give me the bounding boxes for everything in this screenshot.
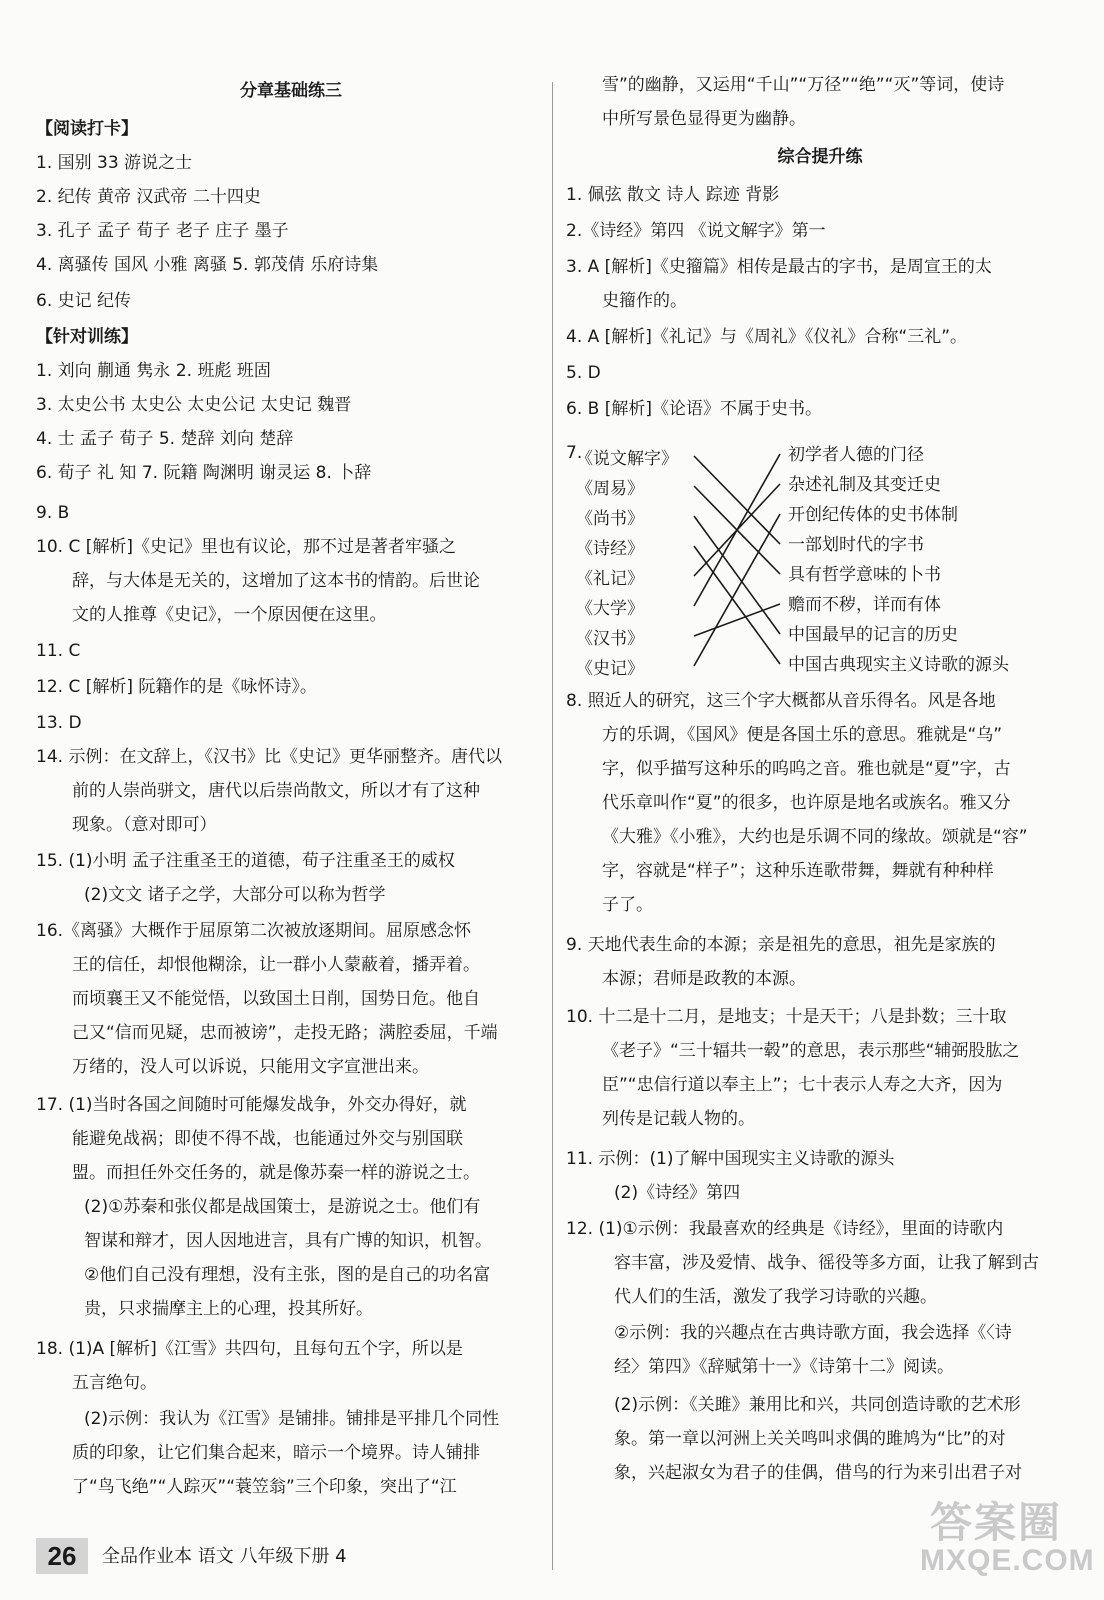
answer-line: 12. (1)①示例：我最喜欢的经典是《诗经》，里面的诗歌内 xyxy=(566,1219,1004,1239)
answer-line: 12. C [解析] 阮籍作的是《咏怀诗》。 xyxy=(36,677,317,697)
answer-line: 6. B [解析]《论语》不属于史书。 xyxy=(566,399,822,419)
answer-line: 11. C xyxy=(36,641,81,661)
answer-line: 字，容就是“样子”；这种乐连歌带舞，舞就有种种样 xyxy=(602,861,994,881)
answer-line: 2.《诗经》第四 《说文解字》第一 xyxy=(566,221,826,241)
book-item: 《诗经》 xyxy=(576,539,644,559)
footer-book-title: 全品作业本 语文 八年级下册 4 xyxy=(102,1546,347,1567)
answer-line: 代人们的生活，激发了我学习诗歌的兴趣。 xyxy=(614,1287,937,1307)
section-title-comprehensive: 综合提升练 xyxy=(777,147,863,167)
answer-line: 16.《离骚》大概作于屈原第二次被放逐期间。屈原感念怀 xyxy=(36,921,472,941)
answer-line: 10. 十二是十二月，是地支；十是天干；八是卦数；三十取 xyxy=(566,1007,1007,1027)
answer-line: 史籀作的。 xyxy=(602,291,687,311)
description-item: 中国最早的记言的历史 xyxy=(788,625,958,645)
description-item: 一部划时代的字书 xyxy=(788,535,924,555)
answer-line: 1. 国别 33 游说之士 xyxy=(36,153,193,173)
answer-line: 5. D xyxy=(566,363,601,383)
answer-line: 前的人崇尚骈文，唐代以后崇尚散文，所以才有了这种 xyxy=(72,781,480,801)
answer-line: 己又“信而见疑，忠而被谤”，走投无路；满腔委屈，千端 xyxy=(72,1023,498,1043)
watermark-domain: MXQE.COM xyxy=(920,1544,1095,1577)
answer-line: 现象。（意对即可） xyxy=(72,815,217,835)
section-header-training: 【针对训练】 xyxy=(36,327,138,347)
answer-line: 10. C [解析]《史记》里也有议论，那不过是著者牢骚之 xyxy=(36,537,456,557)
section-header-reading: 【阅读打卡】 xyxy=(36,119,138,139)
answer-line: 盟。而担任外交任务的，就是像苏秦一样的游说之士。 xyxy=(72,1163,480,1183)
answer-line: 3. 孔子 孟子 荀子 老子 庄子 墨子 xyxy=(36,221,289,241)
answer-line: (2)示例：我认为《江雪》是铺排。铺排是平排几个同性 xyxy=(84,1409,500,1429)
answer-line: 王的信任，却恨他糊涂，让一群小人蒙蔽着，播弄着。 xyxy=(72,955,480,975)
answer-line: ②他们自己没有理想，没有主张，图的是自己的功名富 xyxy=(84,1265,491,1285)
answer-line: 质的印象，让它们集合起来，暗示一个境界。诗人铺排 xyxy=(72,1443,480,1463)
answer-line: 列传是记载人物的。 xyxy=(602,1109,755,1129)
answer-line: 能避免战祸；即使不得不战，也能通过外交与别国联 xyxy=(72,1129,463,1149)
answer-line: 6. 史记 纪传 xyxy=(36,291,132,311)
answer-line: 9. B xyxy=(36,503,70,523)
question-number: 7. xyxy=(566,443,583,463)
answer-line: 1. 刘向 蒯通 隽永 2. 班彪 班固 xyxy=(36,361,271,381)
matching-line xyxy=(694,514,780,666)
book-item: 《周易》 xyxy=(576,479,644,499)
answer-line: ②示例：我的兴趣点在古典诗歌方面，我会选择《〈诗 xyxy=(614,1323,1012,1343)
description-item: 具有哲学意味的卜书 xyxy=(788,565,941,585)
answer-line: 4. 士 孟子 荀子 5. 楚辞 刘向 楚辞 xyxy=(36,429,294,449)
answer-line: 智谋和辩才，因人因地进言，具有广博的知识，机智。 xyxy=(84,1231,492,1251)
book-item: 《礼记》 xyxy=(576,569,644,589)
answer-line: (2)文文 诸子之学，大部分可以称为哲学 xyxy=(84,885,386,905)
answer-line: 象。第一章以河洲上关关鸣叫求偶的雎鸠为“比”的对 xyxy=(614,1429,1006,1449)
description-item: 开创纪传体的史书体制 xyxy=(788,505,958,525)
answer-line: 15. (1)小明 孟子注重圣王的道德，荀子注重圣王的威权 xyxy=(36,851,455,871)
description-item: 赡而不秽，详而有体 xyxy=(788,595,941,615)
answer-line: (2)《诗经》第四 xyxy=(614,1183,741,1203)
answer-line: 万绪的，没人可以诉说，只能用文字宣泄出来。 xyxy=(72,1057,429,1077)
answer-line: 1. 佩弦 散文 诗人 踪迹 背影 xyxy=(566,185,780,205)
watermark-text: 答案圈 xyxy=(930,1499,1063,1546)
answer-line: 代乐章叫作“夏”的很多，也许原是地名或族名。雅又分 xyxy=(602,793,1011,813)
watermark-logo xyxy=(920,1490,1095,1590)
answer-line: 2. 纪传 黄帝 汉武帝 二十四史 xyxy=(36,187,261,207)
answer-line: 18. (1)A [解析]《江雪》共四句，且每句五个字，所以是 xyxy=(36,1339,463,1359)
answer-line: 字，似乎描写这种乐的呜呜之音。雅也就是“夏”字，古 xyxy=(602,759,1011,779)
answer-line: 6. 荀子 礼 知 7. 阮籍 陶渊明 谢灵运 8. 卜辞 xyxy=(36,463,372,483)
matching-line xyxy=(694,546,780,664)
answer-line: 4. A [解析]《礼记》与《周礼》《仪礼》合称“三礼”。 xyxy=(566,327,968,347)
answer-line: 14. 示例：在文辞上，《汉书》比《史记》更华丽整齐。唐代以 xyxy=(36,747,502,767)
answer-line: 4. 离骚传 国风 小雅 离骚 5. 郭茂倩 乐府诗集 xyxy=(36,255,379,275)
answer-line: 象，兴起淑女为君子的佳偶，借鸟的行为来引出君子对 xyxy=(614,1463,1022,1483)
answer-line: 经〉第四》《辞赋第十一》《诗第十二》阅读。 xyxy=(614,1357,954,1377)
book-item: 《大学》 xyxy=(576,599,644,619)
answer-line: 文的人推尊《史记》，一个原因便在这里。 xyxy=(72,605,387,625)
answer-line: 中所写景色显得更为幽静。 xyxy=(602,109,806,129)
answer-line: 9. 天地代表生命的本源；亲是祖先的意思，祖先是家族的 xyxy=(566,935,996,955)
answer-line: 五言绝句。 xyxy=(72,1373,157,1393)
answer-line: 11. 示例：(1)了解中国现实主义诗歌的源头 xyxy=(566,1149,895,1169)
section-title-basic: 分章基础练三 xyxy=(240,81,342,101)
description-item: 初学者人德的门径 xyxy=(788,445,924,465)
answer-line: 贵，只求揣摩主上的心理，投其所好。 xyxy=(84,1299,373,1319)
answer-line: 了“鸟飞绝”“人踪灭”“蓑笠翁”三个印象，突出了“江 xyxy=(72,1477,457,1497)
answer-line: 《大雅》《小雅》，大约也是乐调不同的缘故。颂就是“容” xyxy=(602,827,1028,847)
answer-line: 8. 照近人的研究，这三个字大概都从音乐得名。风是各地 xyxy=(566,691,996,711)
answer-line: 容丰富，涉及爱情、战争、徭役等多方面，让我了解到古 xyxy=(614,1253,1039,1273)
matching-line xyxy=(694,604,780,636)
answer-line: 方的乐调，《国风》便是各国土乐的意思。雅就是“乌” xyxy=(602,725,1003,745)
answer-line: 13. D xyxy=(36,713,82,733)
answer-line: 子了。 xyxy=(602,895,653,915)
answer-line: (2)示例：《关雎》兼用比和兴，共同创造诗歌的艺术形 xyxy=(614,1395,1021,1415)
answer-line: 3. A [解析]《史籀篇》相传是最古的字书，是周宣王的太 xyxy=(566,257,992,277)
matching-line xyxy=(694,516,780,634)
answer-line: 雪”的幽静，又运用“千山”“万径”“绝”“灭”等词，使诗 xyxy=(602,75,1005,95)
answer-line: 辞，与大体是无关的，这增加了这本书的情韵。后世论 xyxy=(72,571,480,591)
book-item: 《史记》 xyxy=(576,659,644,679)
column-divider xyxy=(552,82,553,1570)
book-item: 《说文解字》 xyxy=(576,449,678,469)
book-item: 《汉书》 xyxy=(576,629,644,649)
matching-diagram xyxy=(566,438,1074,688)
answer-line: 17. (1)当时各国之间随时可能爆发战争，外交办得好，就 xyxy=(36,1095,467,1115)
page-number: 26 xyxy=(36,1538,88,1574)
description-item: 中国古典现实主义诗歌的源头 xyxy=(788,655,1009,675)
book-item: 《尚书》 xyxy=(576,509,644,529)
answer-line: (2)①苏秦和张仪都是战国策士，是游说之士。他们有 xyxy=(84,1197,481,1217)
answer-line: 3. 太史公书 太史公 太史公记 太史记 魏晋 xyxy=(36,395,352,415)
description-item: 杂述礼制及其变迁史 xyxy=(788,475,941,495)
answer-line: 臣”“忠信行道以奉主上”；七十表示人寿之大齐，因为 xyxy=(602,1075,1003,1095)
answer-line: 本源；君师是政教的本源。 xyxy=(602,969,806,989)
answer-line: 《老子》“三十辐共一毂”的意思，表示那些“辅弼股肱之 xyxy=(602,1041,1020,1061)
answer-line: 而顷襄王又不能觉悟，以致国土日削，国势日危。他自 xyxy=(72,989,480,1009)
